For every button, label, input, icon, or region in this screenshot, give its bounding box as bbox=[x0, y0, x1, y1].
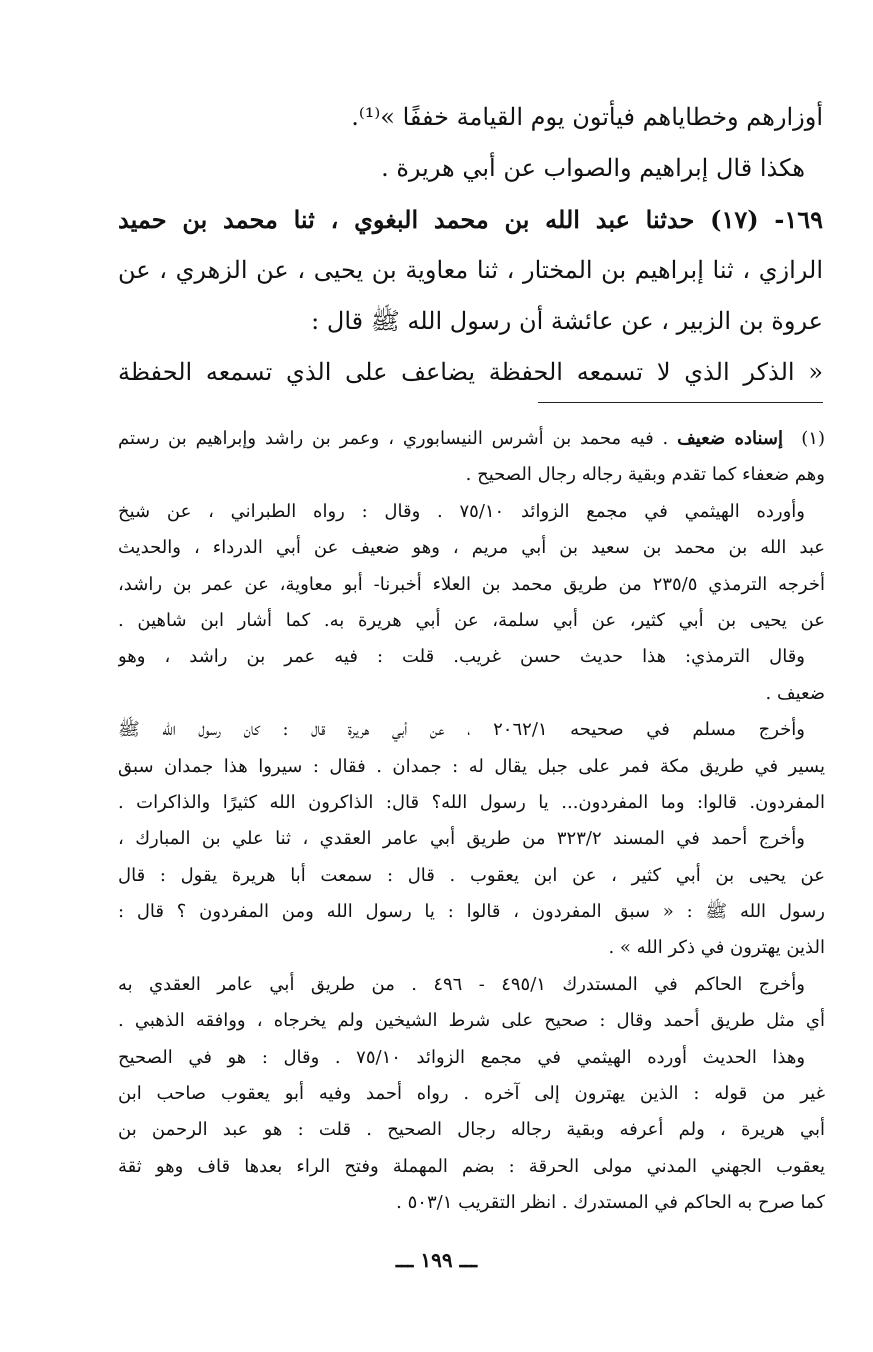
main-text bbox=[118, 92, 823, 398]
main-line: عروة بن الزبير ، عن عائشة أن رسول الله ﷺ قال : bbox=[311, 307, 823, 335]
footnote-line: يسير في طريق مكة فمر على جبل يقال له : جمدان . فقال : سيروا هذا جمدان سبق bbox=[118, 755, 825, 777]
footnote-marker: (١) bbox=[801, 428, 825, 449]
page-number: ـــ ١٩٩ ـــ bbox=[395, 1248, 478, 1272]
footnote-line: وهذا الحديث أورده الهيثمي في مجمع الزوائد ٧٥/١٠ . وقال : هو في الصحيح bbox=[118, 1046, 806, 1068]
footnotes bbox=[118, 421, 825, 1222]
footnote-separator bbox=[538, 402, 823, 403]
main-line: « الذكر الذي لا تسمعه الحفظة يضاعف على الذي تسمعه الحفظة bbox=[118, 358, 823, 386]
footnote-line: المفردون. قالوا: وما المفردون... يا رسول الله؟ قال: الذاكرون الله كثيرًا والذاكرات . bbox=[118, 791, 825, 813]
footnote-line: الذين يهترون في ذكر الله » . bbox=[608, 937, 825, 959]
footnote-line: وأورده الهيثمي في مجمع الزوائد ٧٥/١٠ . وقال : رواه الطبراني ، عن شيخ bbox=[118, 500, 805, 522]
footnote-line: عن يحيى بن أبي كثير، عن أبي سلمة، عن أبي هريرة به. كما أشار ابن شاهين . bbox=[118, 609, 825, 631]
footnote-line: عن يحيى بن أبي كثير ، عن ابن يعقوب . قال : سمعت أبا هريرة يقول : قال bbox=[118, 864, 825, 886]
footnote-line: عبد الله بن محمد بن سعيد بن أبي مريم ، وهو ضعيف عن أبي الدرداء ، والحديث bbox=[118, 537, 825, 559]
footnote-line: أبي هريرة ، ولم أعرفه وبقية رجاله رجال الصحيح . قلت : هو عبد الرحمن بن bbox=[118, 1119, 825, 1141]
main-line: هكذا قال إبراهيم والصواب عن أبي هريرة . bbox=[381, 154, 805, 182]
footnote-line: ضعيف . bbox=[765, 682, 825, 704]
footnote-line: وأخرج الحاكم في المستدرك ٤٩٥/١ - ٤٩٦ . من طريق أبي عامر العقدي به bbox=[118, 973, 805, 995]
footnote-line: وهم ضعفاء كما تقدم وبقية رجاله رجال الصحيح . bbox=[465, 464, 825, 486]
footnote-line: أي مثل طريق أحمد وقال : صحيح على شرط الشيخين ولم يخرجاه ، ووافقه الذهبي . bbox=[118, 1010, 825, 1032]
footnote-line: وأخرج أحمد في المسند ٣٢٣/٢ من طريق أبي عامر العقدي ، ثنا علي بن المبارك ، bbox=[118, 828, 805, 850]
hadith-heading-line: ١٦٩- (١٧) حدثنا عبد الله بن محمد البغوي ، ثنا محمد بن حميد bbox=[118, 205, 823, 234]
footnote-line: كما صرح به الحاكم في المستدرك . انظر التقريب ٥٠٣/١ . bbox=[396, 1192, 825, 1214]
footnote-line: أخرجه الترمذي ٢٣٥/٥ من طريق محمد بن العلاء أخبرنا- أبو معاوية، عن عمر بن راشد، bbox=[118, 573, 825, 595]
footnote-label: إسناده ضعيف bbox=[677, 428, 783, 449]
footnote-line: وقال الترمذي: هذا حديث حسن غريب. قلت : فيه عمر بن راشد ، وهو bbox=[118, 646, 805, 668]
main-line: الرازي ، ثنا إبراهيم بن المختار ، ثنا معاوية بن يحيى ، عن الزهري ، عن bbox=[118, 256, 823, 284]
footnote-line: وأخرج مسلم في صحيحه ٢٠٦٢/١ ، عن أبي هريرة قال : كان رسول الله ﷺ bbox=[118, 719, 805, 741]
main-line: أوزارهم وخطاياهم فيأتون يوم القيامة خففًا »⁽¹⁾. bbox=[351, 103, 823, 131]
footnote-line: غير من قوله : الذين يهترون إلى آخره . رواه أحمد وفيه أبو يعقوب صاحب ابن bbox=[118, 1083, 825, 1105]
footnote-line: رسول الله ﷺ : « سبق المفردون ، قالوا : يا رسول الله ومن المفردون ؟ قال : bbox=[118, 901, 825, 923]
footnote-text: . فيه محمد بن أشرس النيسابوري ، وعمر بن راشد وإبراهيم بن رستم bbox=[118, 428, 669, 449]
footnote-line: يعقوب الجهني المدني مولى الحرقة : بضم المهملة وفتح الراء بعدها قاف وهو ثقة bbox=[118, 1155, 825, 1177]
footnote-line bbox=[118, 421, 825, 457]
